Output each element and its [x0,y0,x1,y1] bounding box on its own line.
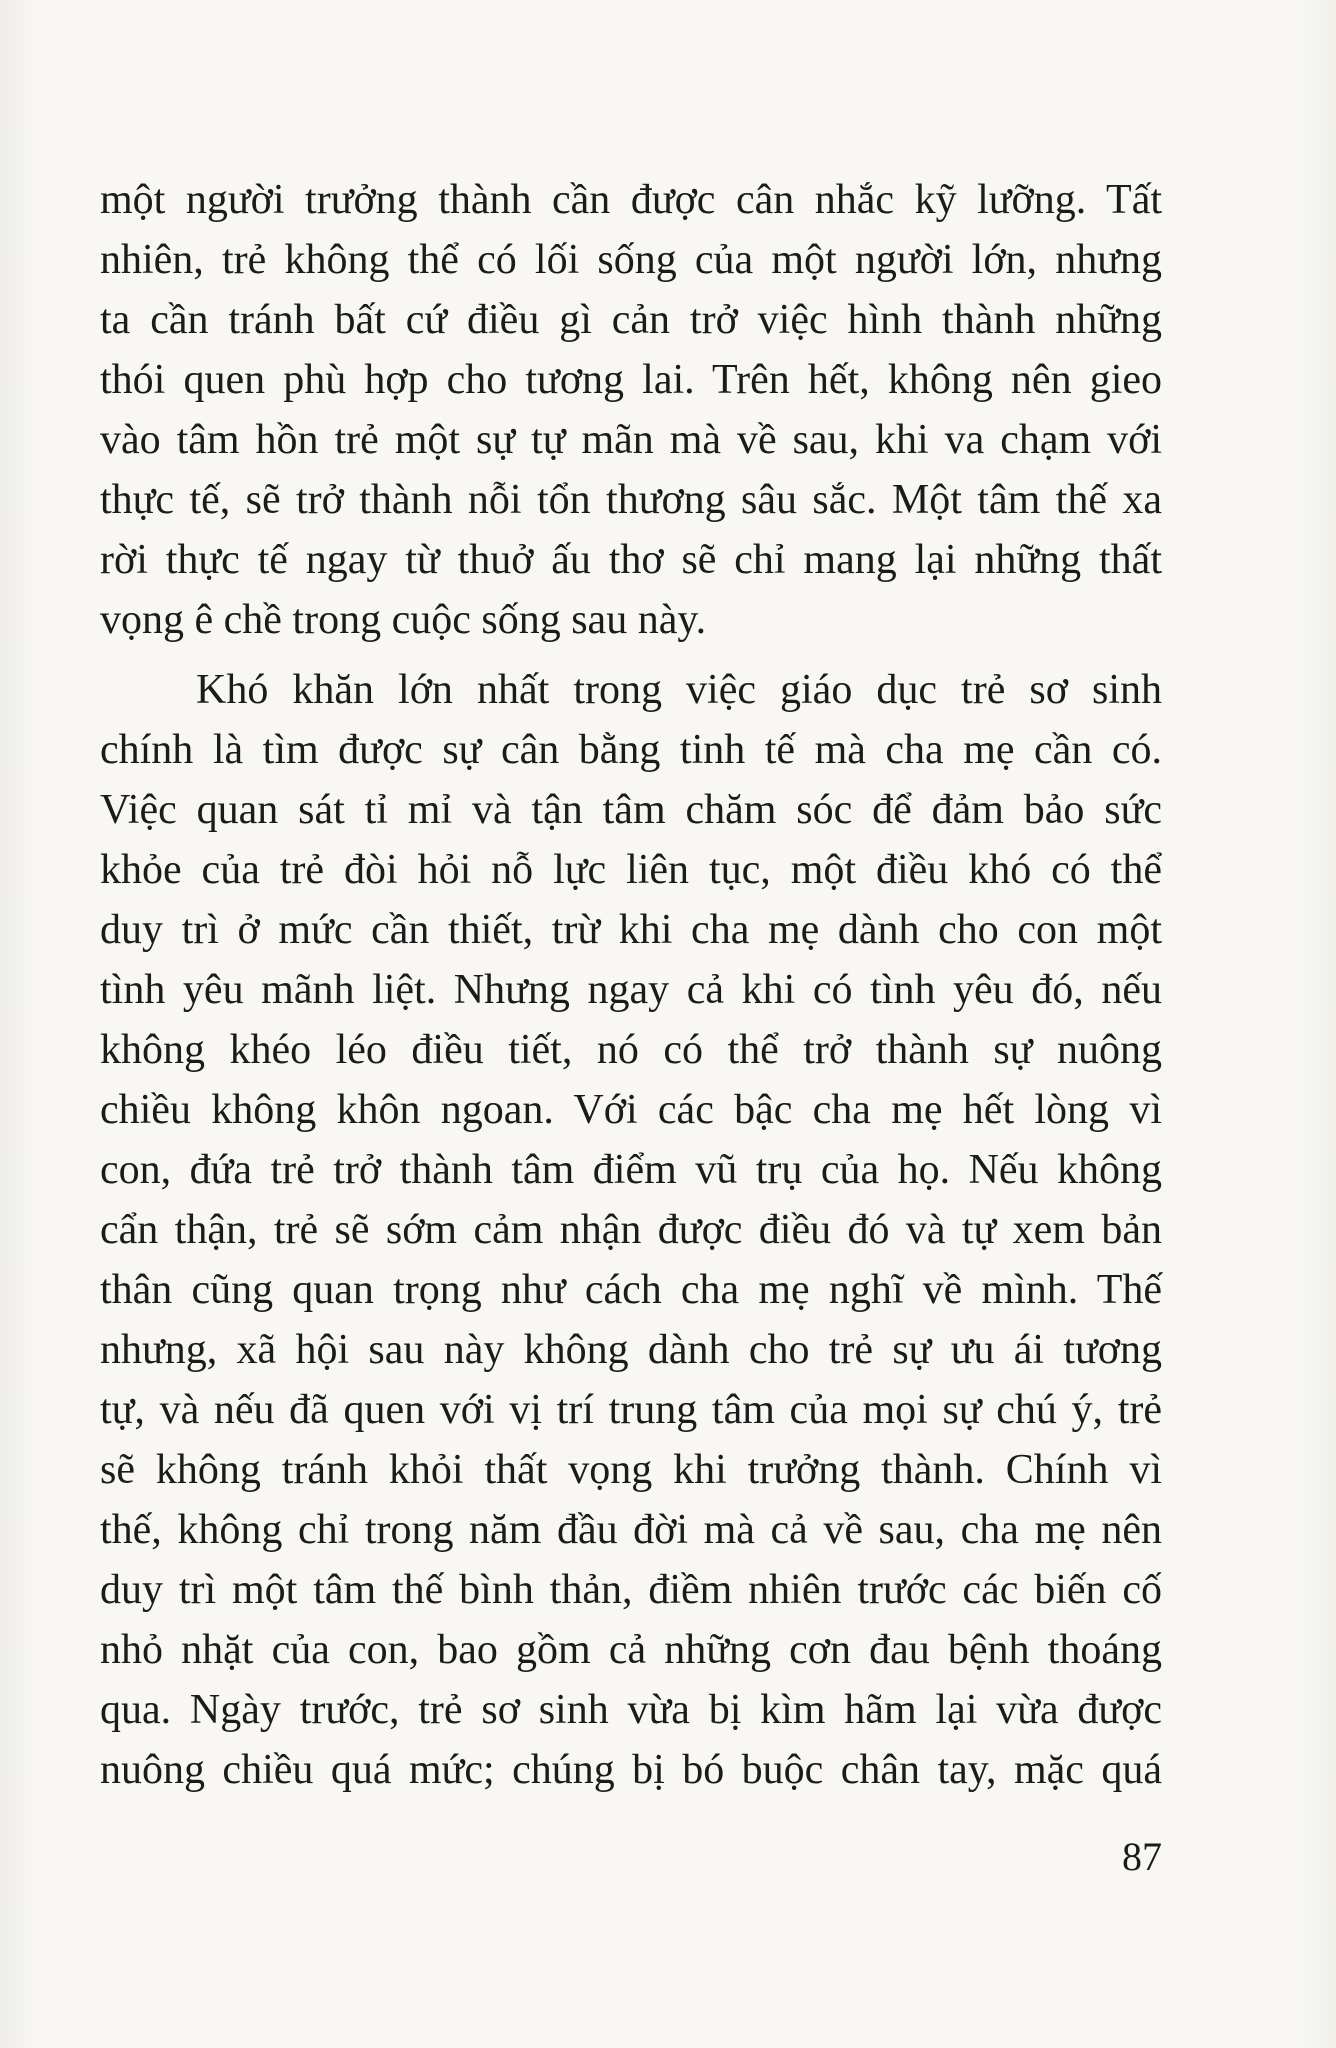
text-line: tự, và nếu đã quen với vị trí trung tâm của mọi sự chú ý, trẻ [100,1387,1162,1433]
text-line: duy trì một tâm thế bình thản, điềm nhiên trước các biến cố [100,1567,1162,1613]
text-line: cẩn thận, trẻ sẽ sớm cảm nhận được điều đó và tự xem bản [100,1207,1162,1253]
text-line: nhiên, trẻ không thể có lối sống của một người lớn, nhưng [100,237,1162,283]
text-line: nhưng, xã hội sau này không dành cho trẻ sự ưu ái tương [100,1327,1162,1373]
paragraph-1 [100,170,1162,650]
text-line: nuông chiều quá mức; chúng bị bó buộc chân tay, mặc quá [100,1747,1162,1793]
page-number: 87 [1122,1834,1162,1879]
text-line: tình yêu mãnh liệt. Nhưng ngay cả khi có tình yêu đó, nếu [100,967,1162,1013]
body-text [100,170,1162,1800]
text-line: rời thực tế ngay từ thuở ấu thơ sẽ chỉ mang lại những thất [100,537,1162,583]
text-line: Việc quan sát tỉ mỉ và tận tâm chăm sóc để đảm bảo sức [100,787,1162,833]
text-line: không khéo léo điều tiết, nó có thể trở thành sự nuông [100,1027,1162,1073]
text-line: thế, không chỉ trong năm đầu đời mà cả về sau, cha mẹ nên [100,1507,1162,1553]
text-line: sẽ không tránh khỏi thất vọng khi trưởng thành. Chính vì [100,1447,1162,1493]
text-line: thực tế, sẽ trở thành nỗi tổn thương sâu sắc. Một tâm thế xa [100,477,1162,523]
text-line: nhỏ nhặt của con, bao gồm cả những cơn đau bệnh thoáng [100,1627,1162,1673]
text-line: qua. Ngày trước, trẻ sơ sinh vừa bị kìm hãm lại vừa được [100,1687,1162,1733]
text-line: khỏe của trẻ đòi hỏi nỗ lực liên tục, một điều khó có thể [100,847,1162,893]
text-line: ta cần tránh bất cứ điều gì cản trở việc hình thành những [100,297,1162,343]
text-line: thói quen phù hợp cho tương lai. Trên hết, không nên gieo [100,357,1162,403]
text-line: vọng ê chề trong cuộc sống sau này. [100,597,707,643]
text-line: chính là tìm được sự cân bằng tinh tế mà cha mẹ cần có. [100,727,1162,773]
text-line: thân cũng quan trọng như cách cha mẹ nghĩ về mình. Thế [100,1267,1162,1313]
paragraph-2 [100,660,1162,1800]
text-line: duy trì ở mức cần thiết, trừ khi cha mẹ dành cho con một [100,907,1162,953]
text-line: Khó khăn lớn nhất trong việc giáo dục trẻ sơ sinh [196,667,1162,713]
text-line: chiều không khôn ngoan. Với các bậc cha mẹ hết lòng vì [100,1087,1162,1133]
text-line: một người trưởng thành cần được cân nhắc kỹ lưỡng. Tất [100,177,1162,223]
text-line: vào tâm hồn trẻ một sự tự mãn mà về sau, khi va chạm với [100,417,1162,463]
text-line: con, đứa trẻ trở thành tâm điểm vũ trụ của họ. Nếu không [100,1147,1162,1193]
